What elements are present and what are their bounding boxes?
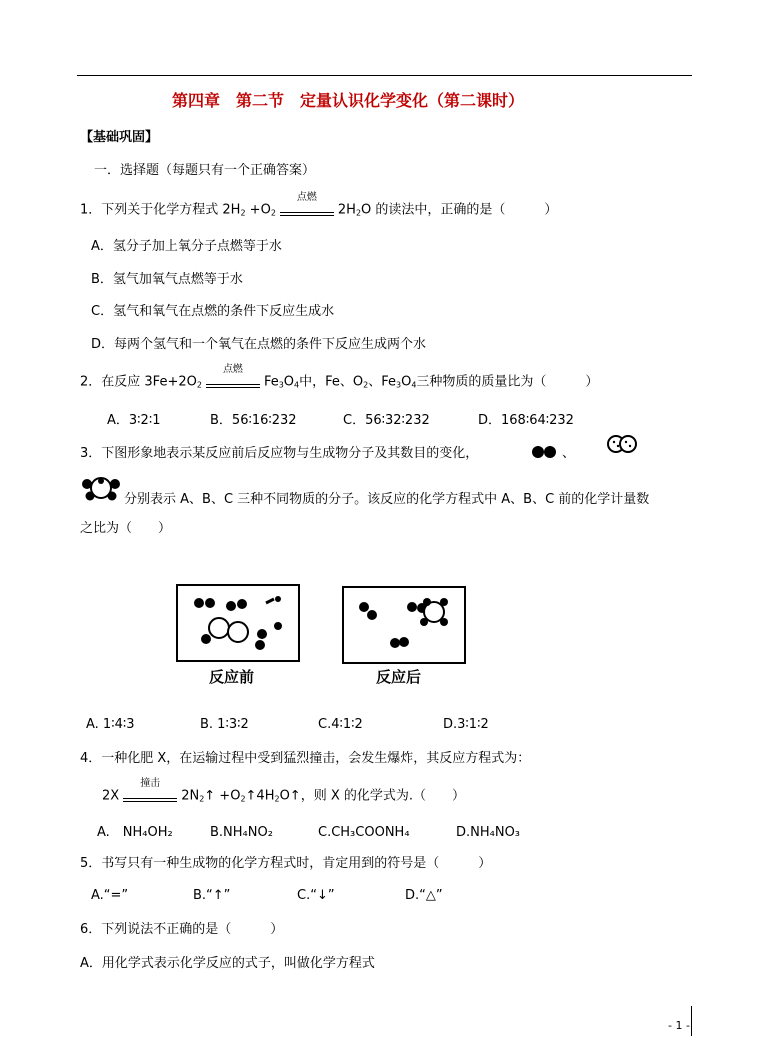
subscript: 2	[355, 208, 362, 218]
subscript: 2	[270, 208, 276, 218]
condition-label: 点燃	[222, 364, 243, 375]
q3-text-a: 3．下图形象地表示某反应前后反应物与生成物分子及其数目的变化，	[80, 446, 479, 461]
q2-text-c: 中，Fe、O	[299, 374, 364, 390]
subscript: 2	[196, 380, 202, 390]
q4-eq-a: 2N	[181, 788, 200, 804]
q2-option-b: B．56∶16∶232	[210, 413, 297, 428]
q1-text-d: O 的读法中，正确的是（ ）	[361, 202, 558, 218]
footer-rule	[691, 1006, 692, 1036]
molecule-c-icon	[80, 476, 122, 502]
subscript: 2	[240, 794, 246, 804]
subscript: 3	[395, 380, 402, 390]
q2-text-e: 三种物质的质量比为（ ）	[416, 374, 599, 390]
reaction-condition	[206, 364, 260, 389]
reaction-condition	[280, 192, 334, 217]
q4-eq-left: 2X	[102, 788, 120, 804]
q2-option-c: C．56∶32∶232	[343, 413, 430, 428]
q3-option-d: D.3∶1∶2	[443, 717, 489, 732]
after-reaction-box	[342, 586, 466, 664]
before-reaction-box	[176, 584, 300, 662]
q1-text-a: 1．下列关于化学方程式 2H	[80, 202, 241, 218]
q1-text-b: +O	[245, 202, 271, 218]
q1-option-b: B．氢气加氧气点燃等于水	[91, 272, 243, 287]
question-6-line1: 6．下列说法不正确的是（ ）	[80, 922, 284, 937]
question-5-line1: 5．书写只有一种生成物的化学方程式时，肯定用到的符号是（ ）	[80, 856, 492, 871]
q1-option-a: A．氢分子加上氧分子点燃等于水	[91, 239, 282, 254]
caption-before: 反应前	[209, 668, 255, 686]
page-number: - 1 -	[668, 1019, 690, 1032]
after-molecules	[344, 588, 464, 662]
part-heading: 一．选择题（每题只有一个正确答案）	[94, 163, 316, 178]
section-label: 【基础巩固】	[80, 130, 159, 145]
q3-comma: 、	[562, 446, 576, 461]
q4-option-d: D.NH₄NO₃	[456, 825, 521, 840]
caption-after: 反应后	[376, 668, 422, 686]
question-4-line1: 4．一种化肥 X，在运输过程中受到猛烈撞击，会发生爆炸，其反应方程式为：	[80, 751, 531, 766]
subscript: 3	[278, 380, 284, 390]
q3-option-c: C.4∶1∶2	[318, 717, 363, 732]
q5-option-a: A.“=”	[91, 888, 129, 903]
q4-eq-b: ↑ +O	[204, 788, 241, 804]
q5-option-c: C.“↓”	[297, 888, 335, 903]
subscript: 2	[274, 794, 280, 804]
q3-option-a: A. 1∶4∶3	[86, 717, 135, 732]
subscript: 2	[240, 208, 246, 218]
header-rule	[77, 75, 692, 76]
q1-text-c: 2H	[337, 202, 356, 218]
condition-label: 点燃	[296, 192, 317, 203]
q4-option-b: B.NH₄NO₂	[210, 825, 273, 840]
q2-option-a: A．3∶2∶1	[107, 413, 161, 428]
q5-option-d: D.“△”	[405, 888, 443, 903]
q4-eq-c: ↑4H	[245, 788, 275, 804]
page-title: 第四章 第二节 定量认识化学变化（第二课时）	[172, 91, 525, 110]
subscript: 2	[199, 794, 205, 804]
question-1	[80, 192, 558, 218]
q4-option-c: C.CH₃COONH₄	[318, 825, 410, 840]
q1-option-c: C．氢气和氧气在点燃的条件下反应生成水	[91, 304, 335, 319]
q5-option-b: B.“↑”	[193, 888, 231, 903]
question-3-line1	[80, 447, 478, 460]
subscript: 4	[294, 380, 300, 390]
q4-option-a: A. NH₄OH₂	[97, 825, 173, 840]
subscript: 2	[363, 380, 369, 390]
q2-text-b: Fe	[263, 374, 279, 390]
question-4-equation	[102, 778, 466, 804]
subscript: 4	[411, 380, 417, 390]
q2-text-d: 、Fe	[368, 374, 396, 390]
question-2: 2．在反应 $3Fe+2O_2$ 点燃 $Fe_3O_4$中，Fe、$O_2$、$Fe_3O_4$三种物质的质量比为（ ）	[80, 364, 599, 390]
molecule-b-icon	[605, 433, 639, 455]
q2-option-d: D．168∶64∶232	[478, 413, 574, 428]
q6-option-a: A．用化学式表示化学反应的式子，叫做化学方程式	[80, 956, 375, 971]
q2-text-a: 2．在反应 3Fe+2O	[80, 374, 197, 390]
q3-option-b: B. 1∶3∶2	[200, 717, 249, 732]
q4-eq-d: O↑，则 X 的化学式为.（ ）	[279, 788, 466, 804]
question-3-line2: 分别表示 A、B、C 三种不同物质的分子。该反应的化学方程式中 A、B、C 前的化学计量数	[124, 492, 650, 507]
question-3-line3: 之比为（ ）	[80, 521, 172, 536]
condition-label: 撞击	[140, 778, 161, 789]
before-molecules	[178, 586, 298, 660]
reaction-condition	[123, 778, 177, 803]
q1-option-d: D．每两个氢气和一个氧气在点燃的条件下反应生成两个水	[91, 337, 427, 352]
